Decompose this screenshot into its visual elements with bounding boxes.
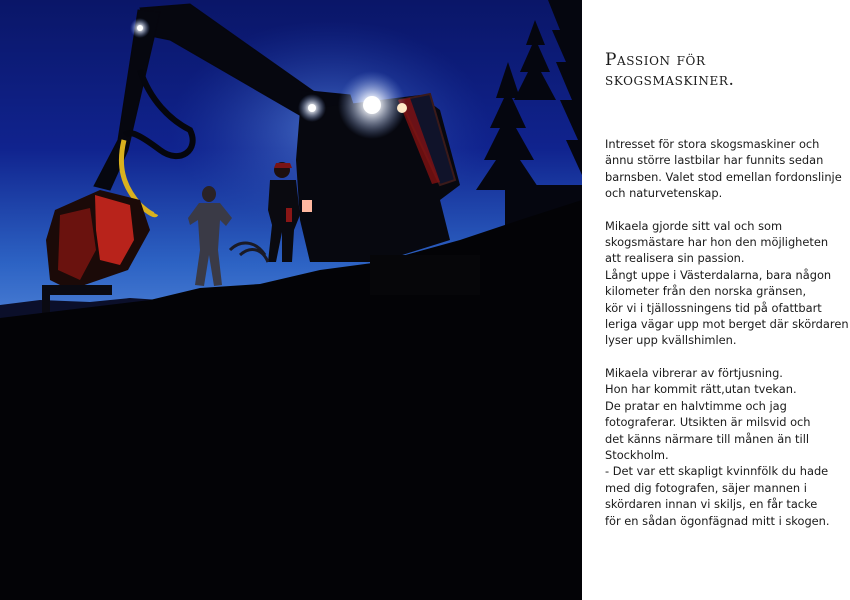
article-text <box>605 50 849 545</box>
title-line: skogsmaskiner. <box>605 70 735 90</box>
text-line: ännu större lastbilar har funnits sedan <box>605 153 824 168</box>
text-line: leriga vägar upp mot berget där skördaren <box>605 317 849 332</box>
paragraph-intro <box>605 136 840 202</box>
text-line: Långt uppe i Västerdalarna, bara någon <box>605 267 832 282</box>
text-line: Hon har kommit rätt,utan tvekan. <box>605 382 797 397</box>
text-line: Intresset för stora skogsmaskiner och <box>605 137 820 151</box>
text-line: kilometer från den norska gränsen, <box>605 284 807 299</box>
text-line: barnsben. Valet stod emellan fordonslinje <box>605 169 842 184</box>
text-line: kör vi i tjällossningens tid på ofattbart <box>605 300 822 315</box>
text-line: fotograferar. Utsikten är milsvid och <box>605 415 811 430</box>
text-line: att realisera sin passion. <box>605 251 745 266</box>
paragraph-visit <box>605 365 840 529</box>
text-line: för en sådan ögonfägnad mitt i skogen. <box>605 513 830 528</box>
text-line: det känns närmare till månen än till <box>605 431 810 446</box>
text-line: lyser upp kvällshimlen. <box>605 333 737 348</box>
text-line: Mikaela gjorde sitt val och som <box>605 218 783 233</box>
text-line: Stockholm. <box>605 447 669 462</box>
text-line: skördaren innan vi skiljs, en får tacke <box>605 497 818 512</box>
text-line: skogsmästare har hon den möjligheten <box>605 235 829 250</box>
article-title <box>605 50 840 90</box>
title-line: Passion för <box>605 50 706 70</box>
text-line: med dig fotografen, säjer mannen i <box>605 480 807 495</box>
text-line: De pratar en halvtimme och jag <box>605 398 787 413</box>
text-line: och naturvetenskap. <box>605 186 723 201</box>
text-line: - Det var ett skapligt kvinnfölk du hade <box>605 464 829 479</box>
text-line: Mikaela vibrerar av förtjusning. <box>605 365 783 380</box>
paragraph-passion <box>605 218 849 349</box>
